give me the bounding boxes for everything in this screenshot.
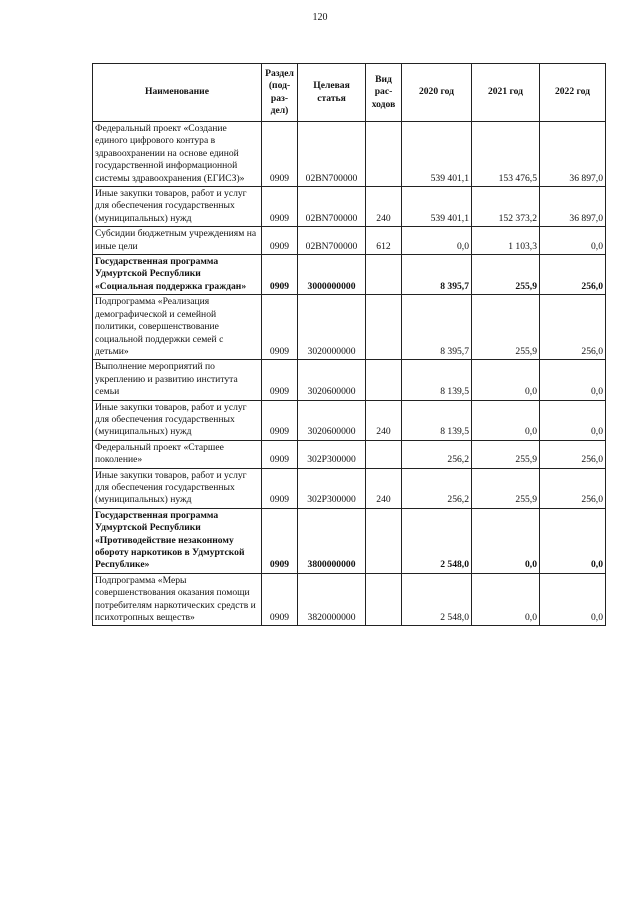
row-expense-type	[366, 255, 402, 295]
row-2021: 255,9	[472, 295, 540, 360]
header-row	[93, 64, 606, 122]
row-expense-type	[366, 122, 402, 187]
table-row	[93, 360, 606, 400]
header-2021: 2021 год	[472, 64, 540, 122]
table-row	[93, 440, 606, 468]
row-2021: 255,9	[472, 255, 540, 295]
row-expense-type: 240	[366, 187, 402, 227]
page-number: 120	[312, 12, 328, 23]
row-target: 3800000000	[298, 508, 366, 573]
row-name: Выполнение мероприятий по укреплению и развитию института семьи	[93, 360, 262, 400]
row-name: Иные закупки товаров, работ и услуг для обеспечения государственных (муниципальных) нужд	[93, 187, 262, 227]
row-target: 3820000000	[298, 573, 366, 626]
row-expense-type: 240	[366, 468, 402, 508]
row-section: 0909	[262, 400, 298, 440]
header-section: Раздел (под-раз-дел)	[262, 64, 298, 122]
row-2022: 0,0	[540, 508, 606, 573]
row-section: 0909	[262, 295, 298, 360]
row-section: 0909	[262, 187, 298, 227]
row-name: Федеральный проект «Создание единого цифрового контура в здравоохранении на основе единой государственной информационной системы здравоохранения (ЕГИСЗ)»	[93, 122, 262, 187]
row-2020: 2 548,0	[402, 573, 472, 626]
row-expense-type	[366, 295, 402, 360]
table-row	[93, 573, 606, 626]
row-target: 02BN700000	[298, 187, 366, 227]
row-section: 0909	[262, 122, 298, 187]
row-2020: 0,0	[402, 227, 472, 255]
row-2020: 8 395,7	[402, 255, 472, 295]
row-expense-type	[366, 360, 402, 400]
row-2022: 0,0	[540, 400, 606, 440]
row-2021: 0,0	[472, 360, 540, 400]
row-2020: 256,2	[402, 468, 472, 508]
row-2021: 152 373,2	[472, 187, 540, 227]
row-name: Государственная программа Удмуртской Республики «Противодействие незаконному обороту наркотиков в Удмуртской Республике»	[93, 508, 262, 573]
table-row	[93, 400, 606, 440]
row-2021: 153 476,5	[472, 122, 540, 187]
row-2022: 256,0	[540, 440, 606, 468]
row-section: 0909	[262, 440, 298, 468]
row-expense-type	[366, 440, 402, 468]
row-2022: 256,0	[540, 255, 606, 295]
row-2020: 8 139,5	[402, 400, 472, 440]
row-expense-type	[366, 508, 402, 573]
header-name: Наименование	[93, 64, 262, 122]
row-2020: 256,2	[402, 440, 472, 468]
row-2020: 2 548,0	[402, 508, 472, 573]
header-expense-type: Вид рас-ходов	[366, 64, 402, 122]
table-row	[93, 295, 606, 360]
row-target: 02BN700000	[298, 227, 366, 255]
row-name: Государственная программа Удмуртской Республики «Социальная поддержка граждан»	[93, 255, 262, 295]
row-name: Иные закупки товаров, работ и услуг для обеспечения государственных (муниципальных) нужд	[93, 468, 262, 508]
row-target: 3020600000	[298, 400, 366, 440]
row-2022: 256,0	[540, 295, 606, 360]
row-name: Иные закупки товаров, работ и услуг для обеспечения государственных (муниципальных) нужд	[93, 400, 262, 440]
row-expense-type: 240	[366, 400, 402, 440]
row-expense-type: 612	[366, 227, 402, 255]
row-2021: 0,0	[472, 400, 540, 440]
row-target: 3020600000	[298, 360, 366, 400]
row-target: 3020000000	[298, 295, 366, 360]
row-2021: 255,9	[472, 440, 540, 468]
table-row	[93, 187, 606, 227]
row-2020: 539 401,1	[402, 187, 472, 227]
row-target: 302P300000	[298, 440, 366, 468]
row-name: Федеральный проект «Старшее поколение»	[93, 440, 262, 468]
row-section: 0909	[262, 255, 298, 295]
row-target: 302P300000	[298, 468, 366, 508]
row-2022: 0,0	[540, 573, 606, 626]
row-2020: 8 395,7	[402, 295, 472, 360]
table-row	[93, 227, 606, 255]
row-2022: 0,0	[540, 227, 606, 255]
row-section: 0909	[262, 227, 298, 255]
row-section: 0909	[262, 508, 298, 573]
row-2022: 36 897,0	[540, 187, 606, 227]
row-section: 0909	[262, 468, 298, 508]
row-2021: 0,0	[472, 573, 540, 626]
header-target: Целевая статья	[298, 64, 366, 122]
row-2022: 256,0	[540, 468, 606, 508]
row-name: Подпрограмма «Меры совершенствования оказания помощи потребителям наркотических средств и психотропных веществ»	[93, 573, 262, 626]
row-expense-type	[366, 573, 402, 626]
budget-table	[92, 63, 606, 626]
table-row	[93, 508, 606, 573]
row-2021: 255,9	[472, 468, 540, 508]
row-name: Субсидии бюджетным учреждениям на иные цели	[93, 227, 262, 255]
row-target: 3000000000	[298, 255, 366, 295]
table-row	[93, 468, 606, 508]
row-2020: 539 401,1	[402, 122, 472, 187]
header-2020: 2020 год	[402, 64, 472, 122]
row-2021: 1 103,3	[472, 227, 540, 255]
row-name: Подпрограмма «Реализация демографической и семейной политики, совершенствование социальной поддержки семей с детьми»	[93, 295, 262, 360]
row-2021: 0,0	[472, 508, 540, 573]
row-target: 02BN700000	[298, 122, 366, 187]
row-2022: 0,0	[540, 360, 606, 400]
header-2022: 2022 год	[540, 64, 606, 122]
row-2020: 8 139,5	[402, 360, 472, 400]
row-section: 0909	[262, 573, 298, 626]
table-row	[93, 255, 606, 295]
row-section: 0909	[262, 360, 298, 400]
table-row	[93, 122, 606, 187]
row-2022: 36 897,0	[540, 122, 606, 187]
